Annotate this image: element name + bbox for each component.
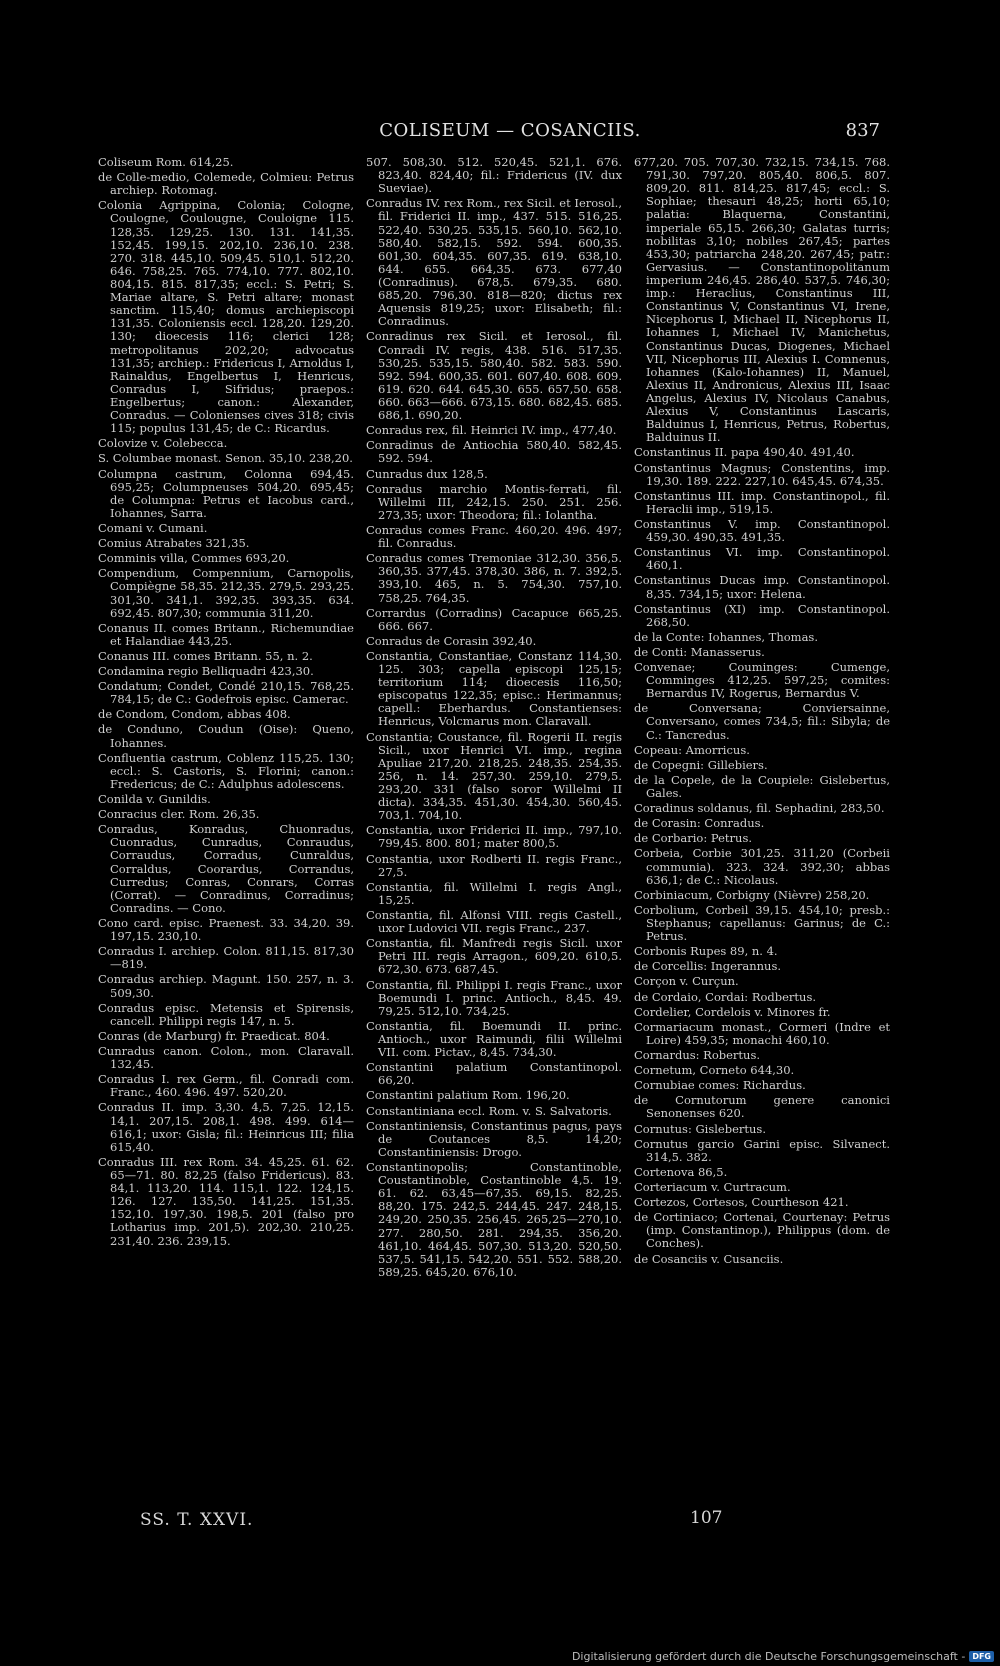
- index-entry: de Corbario: Petrus.: [634, 831, 752, 846]
- index-entry: Coliseum Rom. 614,25.: [98, 155, 234, 169]
- index-entry: Cornetum, Corneto 644,30.: [634, 1063, 795, 1078]
- index-entry: Constantinopolis; Constantinoble, Coustantinoble, Costantinoble 4,5. 19. 61. 62. 63,45—67,35. 69,15. 82,25. 88,20. 175. 242,5. 244,45. 247. 248,15. 249,20. 250,35. 256,45. 265,25—270,10. 277. 280,50. 281. 294,35. 356,20. 461,10. 464,45. 507,30. 513,20. 520,50. 537,5. 541,15. 542,20. 551. 552. 588,20. 589,25. 645,20. 676,10.: [366, 1159, 622, 1279]
- index-entry: Conradus I. archiep. Colon. 811,15. 817,30—819.: [98, 944, 354, 972]
- index-entry: Cunradus dux 128,5.: [366, 466, 488, 481]
- index-entry: Constantia, Constantiae, Constanz 114,30. 125. 303; capella episcopi 125,15; territorium 114; dioecesis 116,50; episcopatus 122,35; episc.: Herimannus; capell.: Eberhardus. Constantienses: Henricus, Volcmarus mon. Claravall.: [366, 648, 622, 729]
- index-entry: Constantinus (XI) imp. Constantinopol. 268,50.: [634, 601, 890, 629]
- index-entry: Conradus comes Franc. 460,20. 496. 497; fil. Conradus.: [366, 522, 622, 551]
- index-entry: Conradus de Corasin 392,40.: [366, 633, 537, 648]
- index-entry: Corçon v. Curçun.: [634, 974, 739, 989]
- index-entry: de Cornutorum genere canonici Senonenses 620.: [634, 1093, 890, 1121]
- index-entry: Constantia, fil. Alfonsi VIII. regis Castell., uxor Ludovici VII. regis Franc., 237.: [366, 908, 622, 936]
- index-entry: Columpna castrum, Colonna 694,45. 695,25; Columpneuses 504,20. 695,45; de Columpna: Petrus et Iacobus card., Iohannes, Sarra.: [98, 466, 354, 520]
- index-entry: de Condom, Condom, abbas 408.: [98, 707, 291, 722]
- page-title: COLISEUM — COSANCIIS.: [379, 120, 641, 141]
- index-entry: Coradinus soldanus, fil. Sephadini, 283,50.: [634, 801, 885, 816]
- index-entry: Corrardus (Corradins) Cacapuce 665,25. 666. 667.: [366, 605, 622, 633]
- index-entry: Conradus IV. rex Rom., rex Sicil. et Ierosol., fil. Friderici II. imp., 437. 515. 516,25. 522,40. 530,25. 535,15. 560,10. 562,10. 580,40. 582,15. 592. 594. 600,35. 601,30. 604,35. 607,35. 619. 638,10. 644. 655. 664,35. 673. 677,40 (Conradinus). 678,5. 679,35. 680. 685,20. 796,30. 818—820; dictus rex Aquensis 819,25; uxor: Elisabeth; fil.: Conradinus.: [366, 196, 622, 329]
- index-entry: Constantinus V. imp. Constantinopol. 459,30. 490,35. 491,35.: [634, 516, 890, 545]
- index-entry: Conradinus de Antiochia 580,40. 582,45. 592. 594.: [366, 438, 622, 466]
- index-entry: Corbiniacum, Corbigny (Nièvre) 258,20.: [634, 887, 870, 902]
- index-entry: Conracius cler. Rom. 26,35.: [98, 807, 260, 822]
- index-entry: Constantiniensis, Constantinus pagus, pays de Coutances 8,5. 14,20; Constantiniensis: Drogo.: [366, 1118, 622, 1159]
- index-entry: de Cosanciis v. Cusanciis.: [634, 1251, 784, 1266]
- index-entry: de Cordaio, Cordai: Rodbertus.: [634, 989, 817, 1004]
- index-column-2: [366, 156, 622, 1281]
- signature-number: 107: [690, 1508, 723, 1528]
- index-entry: Constantia, fil. Manfredi regis Sicil. uxor Petri III. regis Arragon., 609,20. 610,5. 672,30. 673. 687,45.: [366, 936, 622, 977]
- index-entry: Cornubiae comes: Richardus.: [634, 1078, 806, 1093]
- index-entry: de la Conte: Iohannes, Thomas.: [634, 629, 818, 644]
- index-entry: Corbolium, Corbeil 39,15. 454,10; presb.: Stephanus; capellanus: Garinus; de C.: Petrus.: [634, 902, 890, 944]
- index-entry: de Conti: Manasserus.: [634, 644, 765, 659]
- index-entry: Conradus II. imp. 3,30. 4,5. 7,25. 12,15. 14,1. 207,15. 208,1. 498. 499. 614—616,1; uxor: Gisla; fil.: Heinricus III; filia 615,40.: [98, 1100, 354, 1154]
- index-entry: de Copegni: Gillebiers.: [634, 757, 768, 772]
- index-entry: Compendium, Compennium, Carnopolis, Compiègne 58,35. 212,35. 279,5. 293,25. 301,30. 341,1. 392,35. 393,35. 634. 692,45. 807,30; communia 311,20.: [98, 566, 354, 620]
- index-entry: Comius Atrabates 321,35.: [98, 536, 250, 551]
- index-entry: Cornardus: Robertus.: [634, 1048, 761, 1062]
- series-volume-label: SS. T. XXVI.: [140, 1510, 254, 1530]
- index-entry: Corteriacum v. Curtracum.: [634, 1179, 791, 1194]
- index-entry: Conanus III. comes Britann. 55, n. 2.: [98, 648, 313, 663]
- index-entry: Cortenova 86,5.: [634, 1164, 728, 1179]
- index-entry: Constantinus VI. imp. Constantinopol. 460,1.: [634, 545, 890, 573]
- index-entry: Cortezos, Cortesos, Courtheson 421.: [634, 1195, 849, 1210]
- index-entry: Constantini palatium Rom. 196,20.: [366, 1088, 570, 1103]
- index-entry: Conradus comes Tremoniae 312,30. 356,5. 360,35. 377,45. 378,30. 386, n. 7. 392,5. 393,10. 465, n. 5. 754,30. 757,10. 758,25. 764,35.: [366, 551, 622, 605]
- index-entry: Condatum; Condet, Condé 210,15. 768,25. 784,15; de C.: Godefrois episc. Camerac.: [98, 679, 354, 707]
- index-entry: Constantia, fil. Philippi I. regis Franc., uxor Boemundi I. princ. Antioch., 8,45. 49. 79,25. 512,10. 734,25.: [366, 977, 622, 1018]
- index-entry: Constantinus III. imp. Constantinopol., fil. Heraclii imp., 519,15.: [634, 488, 890, 516]
- index-entry: Cunradus canon. Colon., mon. Claravall. 132,45.: [98, 1044, 354, 1072]
- index-entry: de Cortiniaco; Cortenai, Courtenay: Petrus (imp. Constantinop.), Philippus (dom. de Conches).: [634, 1210, 890, 1251]
- index-entry: Comminis villa, Commes 693,20.: [98, 551, 290, 566]
- index-column-1: [98, 156, 354, 1250]
- index-entry: Convenae; Couminges: Cumenge, Comminges 412,25. 597,25; comites: Bernardus IV, Rogerus, Bernardus V.: [634, 660, 890, 701]
- credit-text: Digitalisierung gefördert durch die Deutsche Forschungsgemeinschaft -: [571, 1649, 966, 1663]
- index-entry: Constantia, uxor Friderici II. imp., 797,10. 799,45. 800. 801; mater 800,5.: [366, 823, 622, 851]
- index-entry: Conradinus rex Sicil. et Ierosol., fil. Conradi IV. regis, 438. 516. 517,35. 530,25. 535,15. 580,40. 582. 583. 590. 592. 594. 600,35. 601. 607,40. 608. 609. 619. 620. 644. 645,30. 655. 657,50. 658. 660. 663—666. 673,15. 680. 682,45. 685. 686,1. 690,20.: [366, 329, 622, 423]
- index-entry: Cormariacum monast., Cormeri (Indre et Loire) 459,35; monachi 460,10.: [634, 1019, 890, 1047]
- index-entry: Colovize v. Colebecca.: [98, 436, 228, 451]
- index-entry: Conanus II. comes Britann., Richemundiae et Halandiae 443,25.: [98, 620, 354, 648]
- index-entry: Conradus I. rex Germ., fil. Conradi com. Franc., 460. 496. 497. 520,20.: [98, 1072, 354, 1100]
- index-entry: de Colle-medio, Colemede, Colmieu: Petrus archiep. Rotomag.: [98, 170, 354, 198]
- index-entry: de la Copele, de la Coupiele: Gislebertus, Gales.: [634, 772, 890, 801]
- index-entry: Corbonis Rupes 89, n. 4.: [634, 944, 778, 959]
- index-entry: Conradus rex, fil. Heinrici IV. imp., 477,40.: [366, 423, 617, 438]
- index-entry: 507. 508,30. 512. 520,45. 521,1. 676. 823,40. 824,40; fil.: Fridericus (IV. dux Sueviae).: [366, 155, 622, 196]
- index-entry: Constantinus II. papa 490,40. 491,40.: [634, 445, 855, 460]
- index-entry: Constantinus Ducas imp. Constantinopol. 8,35. 734,15; uxor: Helena.: [634, 573, 890, 601]
- dfg-logo-icon: DFG: [969, 1651, 994, 1662]
- index-entry: Conradus archiep. Magunt. 150. 257, n. 3. 509,30.: [98, 972, 354, 1000]
- index-entry: Constantia, uxor Rodberti II. regis Franc., 27,5.: [366, 851, 622, 879]
- index-entry: Constantia; Coustance, fil. Rogerii II. regis Sicil., uxor Henrici VI. imp., regina Apuliae 217,20. 218,25. 248,35. 254,35. 256, n. 14. 257,30. 259,10. 279,5. 293,20. 331 (falso soror Willelmi II dicta). 334,35. 451,30. 454,30. 560,45. 703,1. 704,10.: [366, 729, 622, 823]
- index-entry: Condamina regio Belliquadri 423,30.: [98, 664, 314, 679]
- index-entry: de Corcellis: Ingerannus.: [634, 959, 782, 974]
- index-entry: Colonia Agrippina, Colonia; Cologne, Coulogne, Coulougne, Couloigne 115. 128,35. 129,25. 130. 131. 141,35. 152,45. 199,15. 202,10. 236,10. 238. 270. 318. 445,10. 509,45. 510,1. 512,20. 646. 758,25. 765. 774,10. 777. 802,10. 804,15. 815. 817,35; eccl.: S. Petri; S. Mariae altare, S. Petri altare; monast sanctim. 115,40; domus archiepiscopi 131,35. Coloniensis eccl. 128,20. 129,20. 130; dioecesis 116; clerici 128; metropolitanus 202,20; advocatus 131,35; archiep.: Fridericus I, Arnoldus I, Rainaldus, Engelbertus I, Henricus, Conradus I, Sifridus; praepos.: Engelbertus; canon.: Alexander, Conradus. — Colonienses cives 318; civis 115; populus 131,45; de C.: Ricardus.: [98, 198, 354, 436]
- index-entry: Conradus marchio Montis-ferrati, fil. Willelmi III, 242,15. 250. 251. 256. 273,35; uxor: Theodora; fil.: Iolantha.: [366, 481, 622, 522]
- index-entry: Corbeia, Corbie 301,25. 311,20 (Corbeii communia). 323. 324. 392,30; abbas 636,1; de C.: Nicolaus.: [634, 846, 890, 887]
- index-entry: Conras (de Marburg) fr. Praedicat. 804.: [98, 1028, 330, 1043]
- index-column-3: [634, 156, 890, 1268]
- index-entry: Conradus, Konradus, Chuonradus, Cuonradus, Cunradus, Conraudus, Corraudus, Corradus, Cunraldus, Corraldus, Coorardus, Corrandus, Curredus; Conras, Conrars, Corras (Corrat). — Conradinus, Corradinus; Conradins. — Cono.: [98, 822, 354, 915]
- index-entry: de Corasin: Conradus.: [634, 816, 765, 831]
- index-entry: Confluentia castrum, Coblenz 115,25. 130; eccl.: S. Castoris, S. Florini; canon.: Fredericus; de C.: Adulphus adolescens.: [98, 750, 354, 791]
- index-entry: Copeau: Amorricus.: [634, 742, 750, 757]
- index-entry: de Conversana; Conviersainne, Conversano, comes 734,5; fil.: Sibyla; de C.: Tancredus.: [634, 701, 890, 742]
- index-entry: de Conduno, Coudun (Oise): Queno, Iohannes.: [98, 722, 354, 750]
- digitization-credit: [572, 1648, 994, 1664]
- index-entry: Cornutus: Gislebertus.: [634, 1121, 766, 1136]
- index-entry: Conradus episc. Metensis et Spirensis, cancell. Philippi regis 147, n. 5.: [98, 1000, 354, 1028]
- index-entry: Constantinus Magnus; Constentins, imp. 19,30. 189. 222. 227,10. 645,45. 674,35.: [634, 460, 890, 488]
- index-entry: Constantini palatium Constantinopol. 66,20.: [366, 1060, 622, 1088]
- index-entry: Constantia, fil. Boemundi II. princ. Antioch., uxor Raimundi, filii Willelmi VII. com. Pictav., 8,45. 734,30.: [366, 1018, 622, 1060]
- index-entry: Constantiniana eccl. Rom. v. S. Salvatoris.: [366, 1103, 612, 1118]
- index-entry: Comani v. Cumani.: [98, 520, 208, 535]
- index-entry: Conilda v. Gunildis.: [98, 792, 211, 807]
- page-number: 837: [845, 120, 880, 141]
- index-entry: S. Columbae monast. Senon. 35,10. 238,20.: [98, 451, 353, 466]
- index-entry: Cornutus garcio Garini episc. Silvanect. 314,5. 382.: [634, 1136, 890, 1164]
- index-entry: Cordelier, Cordelois v. Minores fr.: [634, 1004, 831, 1019]
- index-entry: Cono card. episc. Praenest. 33. 34,20. 39. 197,15. 230,10.: [98, 916, 354, 944]
- index-entry: Conradus III. rex Rom. 34. 45,25. 61. 62. 65—71. 80. 82,25 (falso Fridericus). 83. 84,1. 113,20. 114. 115,1. 122. 124,15. 126. 127. 135,50. 141,25. 151,35. 152,10. 197,30. 198,5. 201 (falso pro Lotharius imp. 201,5). 202,30. 210,25. 231,40. 236. 239,15.: [98, 1154, 354, 1248]
- index-entry: 677,20. 705. 707,30. 732,15. 734,15. 768. 791,30. 797,20. 805,40. 806,5. 807. 809,20. 811. 814,25. 817,45; eccl.: S. Sophiae; thesauri 48,25; horti 65,10; palatia: Blaquerna, Constantini, imperiale 65,15. 266,30; Galatas turris; nobilitas 3,10; nobiles 267,45; partes 453,30; patriarcha 248,20. 267,45; patr.: Gervasius. — Constantinopolitanum imperium 246,45. 286,40. 537,5. 746,30; imp.: Heraclius, Constantinus III, Constantinus V, Constantinus VI, Irene, Nicephorus I, Michael II, Nicephorus II, Iohannes I, Michael IV, Manichetus, Constantinus Ducas, Diogenes, Michael VII, Nicephorus III, Alexius I. Comnenus, Iohannes (Kalo-Iohannes) II, Manuel, Alexius II, Andronicus, Alexius III, Isaac Angelus, Alexius IV, Nicolaus Canabus, Alexius V, Constantinus Lascaris, Balduinus I, Henricus, Petrus, Robertus, Balduinus II.: [634, 155, 890, 445]
- index-entry: Constantia, fil. Willelmi I. regis Angl., 15,25.: [366, 879, 622, 907]
